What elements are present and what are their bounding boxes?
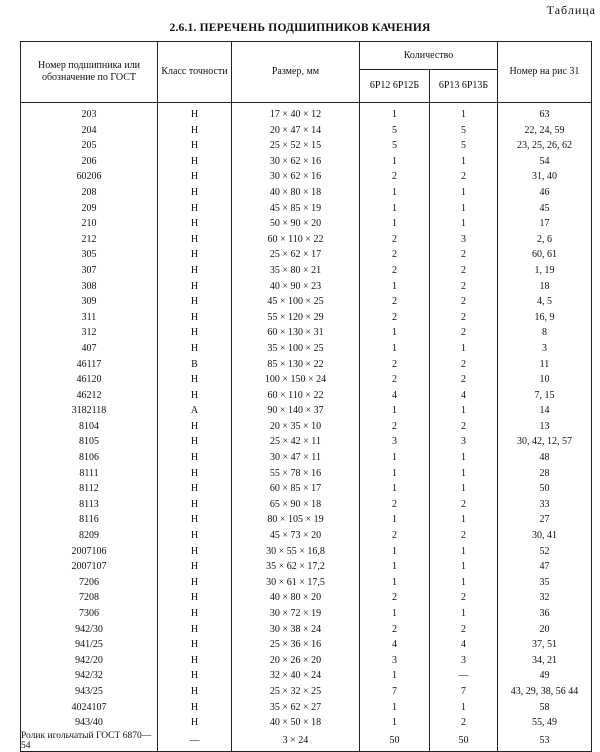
table-body <box>21 103 592 752</box>
class-cell: Н <box>158 419 232 435</box>
figure-cell: 52 <box>498 544 592 560</box>
table-row <box>21 201 592 217</box>
qty-6r13-cell: 2 <box>430 372 498 388</box>
figure-cell: 20 <box>498 622 592 638</box>
qty-6r13-cell: 3 <box>430 434 498 450</box>
class-cell: Н <box>158 247 232 263</box>
qty-6r13-cell: 1 <box>430 559 498 575</box>
class-cell: Н <box>158 700 232 716</box>
table-row <box>21 216 592 232</box>
qty-6r12-cell: 1 <box>360 481 430 497</box>
size-cell: 35 × 80 × 21 <box>232 263 360 279</box>
table-row <box>21 559 592 575</box>
class-cell: Н <box>158 653 232 669</box>
size-cell: 30 × 38 × 24 <box>232 622 360 638</box>
figure-cell: 36 <box>498 606 592 622</box>
qty-6r13-cell: 1 <box>430 185 498 201</box>
size-cell: 30 × 47 × 11 <box>232 450 360 466</box>
table-row <box>21 434 592 450</box>
qty-6r13-cell: 50 <box>430 731 498 752</box>
number-cell: 8116 <box>21 512 158 528</box>
qty-6r13-cell: 1 <box>430 103 498 123</box>
qty-6r13-cell: 2 <box>430 622 498 638</box>
size-cell: 40 × 90 × 23 <box>232 279 360 295</box>
qty-6r13-cell: 2 <box>430 169 498 185</box>
qty-6r13-cell: 5 <box>430 123 498 139</box>
qty-6r12-cell: 1 <box>360 450 430 466</box>
figure-cell: 27 <box>498 512 592 528</box>
figure-cell: 54 <box>498 154 592 170</box>
qty-6r12-cell: 5 <box>360 123 430 139</box>
qty-6r12-cell: 1 <box>360 185 430 201</box>
number-cell: 942/20 <box>21 653 158 669</box>
size-cell: 80 × 105 × 19 <box>232 512 360 528</box>
size-cell: 20 × 26 × 20 <box>232 653 360 669</box>
header-q2: 6Р13 6Р13Б <box>430 70 498 103</box>
qty-6r13-cell: 2 <box>430 263 498 279</box>
size-cell: 55 × 120 × 29 <box>232 310 360 326</box>
table-row <box>21 357 592 373</box>
table-label: Таблица <box>546 3 596 17</box>
class-cell: Н <box>158 154 232 170</box>
class-cell: Н <box>158 310 232 326</box>
header-figure: Номер на рис 31 <box>498 42 592 103</box>
table-row <box>21 154 592 170</box>
header-number: Номер подшипника или обозначение по ГОСТ <box>21 42 158 103</box>
qty-6r13-cell: 1 <box>430 154 498 170</box>
qty-6r12-cell: 1 <box>360 325 430 341</box>
class-cell: Н <box>158 232 232 248</box>
number-cell: 8112 <box>21 481 158 497</box>
qty-6r12-cell: 1 <box>360 341 430 357</box>
table-row <box>21 528 592 544</box>
size-cell: 50 × 90 × 20 <box>232 216 360 232</box>
qty-6r12-cell: 3 <box>360 434 430 450</box>
number-cell: 203 <box>21 103 158 123</box>
table-row <box>21 419 592 435</box>
bearings-table <box>20 41 592 752</box>
number-cell: 2007107 <box>21 559 158 575</box>
number-cell: 8111 <box>21 466 158 482</box>
table-row-note <box>21 731 592 752</box>
figure-cell: 1, 19 <box>498 263 592 279</box>
qty-6r13-cell: 1 <box>430 512 498 528</box>
table-row <box>21 403 592 419</box>
qty-6r13-cell: 2 <box>430 279 498 295</box>
qty-6r13-cell: 2 <box>430 590 498 606</box>
figure-cell: 3 <box>498 341 592 357</box>
figure-cell: 35 <box>498 575 592 591</box>
figure-cell: 11 <box>498 357 592 373</box>
qty-6r13-cell: 1 <box>430 216 498 232</box>
qty-6r13-cell: 1 <box>430 403 498 419</box>
number-cell: 7208 <box>21 590 158 606</box>
qty-6r12-cell: 4 <box>360 388 430 404</box>
class-cell: Н <box>158 466 232 482</box>
table-row <box>21 310 592 326</box>
table-row <box>21 637 592 653</box>
qty-6r12-cell: 50 <box>360 731 430 752</box>
size-cell: 65 × 90 × 18 <box>232 497 360 513</box>
table-row <box>21 715 592 731</box>
qty-6r12-cell: 1 <box>360 466 430 482</box>
class-cell: Н <box>158 434 232 450</box>
number-cell: 8106 <box>21 450 158 466</box>
number-cell: 7206 <box>21 575 158 591</box>
qty-6r12-cell: 1 <box>360 216 430 232</box>
qty-6r13-cell: 3 <box>430 232 498 248</box>
number-cell: 942/32 <box>21 668 158 684</box>
figure-cell: 16, 9 <box>498 310 592 326</box>
figure-cell: 18 <box>498 279 592 295</box>
qty-6r12-cell: 2 <box>360 590 430 606</box>
number-cell: 8209 <box>21 528 158 544</box>
class-cell: Н <box>158 169 232 185</box>
class-cell: Н <box>158 185 232 201</box>
size-cell: 35 × 62 × 17,2 <box>232 559 360 575</box>
class-cell: Н <box>158 512 232 528</box>
size-cell: 25 × 36 × 16 <box>232 637 360 653</box>
size-cell: 40 × 50 × 18 <box>232 715 360 731</box>
qty-6r12-cell: 2 <box>360 294 430 310</box>
figure-cell: 49 <box>498 668 592 684</box>
class-cell: Н <box>158 528 232 544</box>
number-cell: 305 <box>21 247 158 263</box>
qty-6r13-cell: 2 <box>430 325 498 341</box>
qty-6r12-cell: 2 <box>360 232 430 248</box>
number-cell: 7306 <box>21 606 158 622</box>
size-cell: 25 × 32 × 25 <box>232 684 360 700</box>
class-cell: Н <box>158 637 232 653</box>
figure-cell: 37, 51 <box>498 637 592 653</box>
size-cell: 60 × 110 × 22 <box>232 388 360 404</box>
class-cell: Н <box>158 138 232 154</box>
number-cell: 312 <box>21 325 158 341</box>
number-cell: 8104 <box>21 419 158 435</box>
number-cell: Ролик игольчатый ГОСТ 6870—54 <box>21 731 158 752</box>
qty-6r12-cell: 2 <box>360 497 430 513</box>
class-cell: Н <box>158 263 232 279</box>
qty-6r12-cell: 1 <box>360 403 430 419</box>
table-row <box>21 372 592 388</box>
qty-6r12-cell: 1 <box>360 544 430 560</box>
number-cell: 8113 <box>21 497 158 513</box>
table-header <box>21 42 592 103</box>
qty-6r13-cell: 4 <box>430 388 498 404</box>
size-cell: 85 × 130 × 22 <box>232 357 360 373</box>
number-cell: 3182118 <box>21 403 158 419</box>
size-cell: 25 × 42 × 11 <box>232 434 360 450</box>
number-cell: 60206 <box>21 169 158 185</box>
qty-6r12-cell: 7 <box>360 684 430 700</box>
qty-6r12-cell: 1 <box>360 279 430 295</box>
table-row <box>21 450 592 466</box>
size-cell: 30 × 61 × 17,5 <box>232 575 360 591</box>
qty-6r13-cell: 1 <box>430 450 498 466</box>
class-cell: Н <box>158 103 232 123</box>
table-row <box>21 684 592 700</box>
class-cell: Н <box>158 481 232 497</box>
class-cell: Н <box>158 201 232 217</box>
table-row <box>21 341 592 357</box>
figure-cell: 32 <box>498 590 592 606</box>
table-row <box>21 325 592 341</box>
class-cell: Н <box>158 575 232 591</box>
qty-6r12-cell: 2 <box>360 622 430 638</box>
qty-6r13-cell: 2 <box>430 419 498 435</box>
qty-6r12-cell: 1 <box>360 154 430 170</box>
qty-6r13-cell: 2 <box>430 247 498 263</box>
qty-6r12-cell: 1 <box>360 606 430 622</box>
qty-6r12-cell: 1 <box>360 700 430 716</box>
number-cell: 210 <box>21 216 158 232</box>
qty-6r12-cell: 3 <box>360 653 430 669</box>
table-row <box>21 247 592 263</box>
class-cell: Н <box>158 388 232 404</box>
class-cell: Н <box>158 622 232 638</box>
table-row <box>21 590 592 606</box>
qty-6r12-cell: 1 <box>360 103 430 123</box>
class-cell: Н <box>158 715 232 731</box>
number-cell: 943/40 <box>21 715 158 731</box>
number-cell: 309 <box>21 294 158 310</box>
class-cell: Н <box>158 559 232 575</box>
size-cell: 60 × 130 × 31 <box>232 325 360 341</box>
figure-cell: 31, 40 <box>498 169 592 185</box>
number-cell: 204 <box>21 123 158 139</box>
qty-6r13-cell: 2 <box>430 715 498 731</box>
class-cell: Н <box>158 216 232 232</box>
table-row <box>21 294 592 310</box>
qty-6r13-cell: 1 <box>430 575 498 591</box>
number-cell: 943/25 <box>21 684 158 700</box>
figure-cell: 50 <box>498 481 592 497</box>
qty-6r12-cell: 1 <box>360 575 430 591</box>
table-row <box>21 700 592 716</box>
qty-6r13-cell: 1 <box>430 341 498 357</box>
figure-cell: 46 <box>498 185 592 201</box>
qty-6r13-cell: 2 <box>430 357 498 373</box>
table-row <box>21 497 592 513</box>
table-row <box>21 512 592 528</box>
qty-6r12-cell: 2 <box>360 247 430 263</box>
qty-6r13-cell: 2 <box>430 528 498 544</box>
class-cell: Н <box>158 497 232 513</box>
figure-cell: 17 <box>498 216 592 232</box>
size-cell: 20 × 35 × 10 <box>232 419 360 435</box>
figure-cell: 55, 49 <box>498 715 592 731</box>
table-row <box>21 185 592 201</box>
table-row <box>21 622 592 638</box>
size-cell: 20 × 47 × 14 <box>232 123 360 139</box>
size-cell: 30 × 55 × 16,8 <box>232 544 360 560</box>
class-cell: Н <box>158 341 232 357</box>
qty-6r12-cell: 4 <box>360 637 430 653</box>
qty-6r13-cell: 1 <box>430 481 498 497</box>
table-row <box>21 544 592 560</box>
figure-cell: 8 <box>498 325 592 341</box>
class-cell: Н <box>158 294 232 310</box>
size-cell: 55 × 78 × 16 <box>232 466 360 482</box>
number-cell: 308 <box>21 279 158 295</box>
class-cell: Н <box>158 668 232 684</box>
qty-6r13-cell: 1 <box>430 606 498 622</box>
table-row <box>21 138 592 154</box>
qty-6r13-cell: 1 <box>430 700 498 716</box>
number-cell: 307 <box>21 263 158 279</box>
size-cell: 60 × 85 × 17 <box>232 481 360 497</box>
number-cell: 311 <box>21 310 158 326</box>
qty-6r12-cell: 2 <box>360 310 430 326</box>
number-cell: 2007106 <box>21 544 158 560</box>
qty-6r12-cell: 1 <box>360 201 430 217</box>
table-row <box>21 466 592 482</box>
header-class: Класс точности <box>158 42 232 103</box>
number-cell: 208 <box>21 185 158 201</box>
qty-6r13-cell: 1 <box>430 201 498 217</box>
number-cell: 941/25 <box>21 637 158 653</box>
size-cell: 30 × 62 × 16 <box>232 154 360 170</box>
class-cell: Н <box>158 544 232 560</box>
size-cell: 25 × 62 × 17 <box>232 247 360 263</box>
number-cell: 212 <box>21 232 158 248</box>
qty-6r13-cell: 2 <box>430 294 498 310</box>
table-row <box>21 279 592 295</box>
class-cell: А <box>158 403 232 419</box>
qty-6r12-cell: 2 <box>360 372 430 388</box>
figure-cell: 63 <box>498 103 592 123</box>
size-cell: 35 × 100 × 25 <box>232 341 360 357</box>
qty-6r13-cell: 1 <box>430 544 498 560</box>
table-row <box>21 481 592 497</box>
figure-cell: 30, 41 <box>498 528 592 544</box>
figure-cell: 13 <box>498 419 592 435</box>
number-cell: 407 <box>21 341 158 357</box>
qty-6r12-cell: 2 <box>360 263 430 279</box>
figure-cell: 23, 25, 26, 62 <box>498 138 592 154</box>
figure-cell: 22, 24, 59 <box>498 123 592 139</box>
size-cell: 45 × 73 × 20 <box>232 528 360 544</box>
figure-cell: 45 <box>498 201 592 217</box>
class-cell: Н <box>158 684 232 700</box>
table-row <box>21 653 592 669</box>
class-cell: В <box>158 357 232 373</box>
qty-6r13-cell: 7 <box>430 684 498 700</box>
size-cell: 60 × 110 × 22 <box>232 232 360 248</box>
page-title: 2.6.1. ПЕРЕЧЕНЬ ПОДШИПНИКОВ КАЧЕНИЯ <box>169 22 431 34</box>
figure-cell: 58 <box>498 700 592 716</box>
qty-6r12-cell: 1 <box>360 512 430 528</box>
class-cell: Н <box>158 590 232 606</box>
qty-6r12-cell: 5 <box>360 138 430 154</box>
size-cell: 17 × 40 × 12 <box>232 103 360 123</box>
size-cell: 25 × 52 × 15 <box>232 138 360 154</box>
table-row <box>21 123 592 139</box>
qty-6r12-cell: 2 <box>360 528 430 544</box>
figure-cell: 43, 29, 38, 56 44 <box>498 684 592 700</box>
header-quantity: Количество <box>360 42 498 70</box>
table-row <box>21 668 592 684</box>
table-row <box>21 263 592 279</box>
class-cell: Н <box>158 325 232 341</box>
qty-6r12-cell: 2 <box>360 419 430 435</box>
figure-cell: 2, 6 <box>498 232 592 248</box>
size-cell: 30 × 62 × 16 <box>232 169 360 185</box>
figure-cell: 53 <box>498 731 592 752</box>
qty-6r13-cell: 3 <box>430 653 498 669</box>
number-cell: 205 <box>21 138 158 154</box>
qty-6r12-cell: 1 <box>360 715 430 731</box>
qty-6r12-cell: 2 <box>360 169 430 185</box>
number-cell: 4024107 <box>21 700 158 716</box>
class-cell: Н <box>158 372 232 388</box>
table-row <box>21 575 592 591</box>
figure-cell: 14 <box>498 403 592 419</box>
qty-6r12-cell: 1 <box>360 668 430 684</box>
figure-cell: 33 <box>498 497 592 513</box>
number-cell: 942/30 <box>21 622 158 638</box>
size-cell: 32 × 40 × 24 <box>232 668 360 684</box>
number-cell: 206 <box>21 154 158 170</box>
table-row <box>21 169 592 185</box>
header-size: Размер, мм <box>232 42 360 103</box>
number-cell: 46117 <box>21 357 158 373</box>
qty-6r13-cell: 2 <box>430 497 498 513</box>
figure-cell: 34, 21 <box>498 653 592 669</box>
size-cell: 3 × 24 <box>232 731 360 752</box>
figure-cell: 60, 61 <box>498 247 592 263</box>
figure-cell: 48 <box>498 450 592 466</box>
size-cell: 90 × 140 × 37 <box>232 403 360 419</box>
number-cell: 8105 <box>21 434 158 450</box>
header-q1: 6Р12 6Р12Б <box>360 70 430 103</box>
size-cell: 35 × 62 × 27 <box>232 700 360 716</box>
qty-6r12-cell: 1 <box>360 559 430 575</box>
size-cell: 100 × 150 × 24 <box>232 372 360 388</box>
class-cell: Н <box>158 123 232 139</box>
qty-6r13-cell: — <box>430 668 498 684</box>
number-cell: 209 <box>21 201 158 217</box>
qty-6r12-cell: 2 <box>360 357 430 373</box>
table-row <box>21 606 592 622</box>
qty-6r13-cell: 2 <box>430 310 498 326</box>
figure-cell: 30, 42, 12, 57 <box>498 434 592 450</box>
table-row <box>21 388 592 404</box>
qty-6r13-cell: 1 <box>430 466 498 482</box>
class-cell: Н <box>158 606 232 622</box>
class-cell: — <box>158 731 232 752</box>
figure-cell: 28 <box>498 466 592 482</box>
figure-cell: 4, 5 <box>498 294 592 310</box>
size-cell: 40 × 80 × 18 <box>232 185 360 201</box>
qty-6r13-cell: 4 <box>430 637 498 653</box>
qty-6r13-cell: 5 <box>430 138 498 154</box>
table-row <box>21 103 592 123</box>
size-cell: 45 × 85 × 19 <box>232 201 360 217</box>
number-cell: 46120 <box>21 372 158 388</box>
class-cell: Н <box>158 279 232 295</box>
table-row <box>21 232 592 248</box>
size-cell: 45 × 100 × 25 <box>232 294 360 310</box>
class-cell: Н <box>158 450 232 466</box>
figure-cell: 47 <box>498 559 592 575</box>
number-cell: 46212 <box>21 388 158 404</box>
figure-cell: 10 <box>498 372 592 388</box>
size-cell: 30 × 72 × 19 <box>232 606 360 622</box>
figure-cell: 7, 15 <box>498 388 592 404</box>
size-cell: 40 × 80 × 20 <box>232 590 360 606</box>
